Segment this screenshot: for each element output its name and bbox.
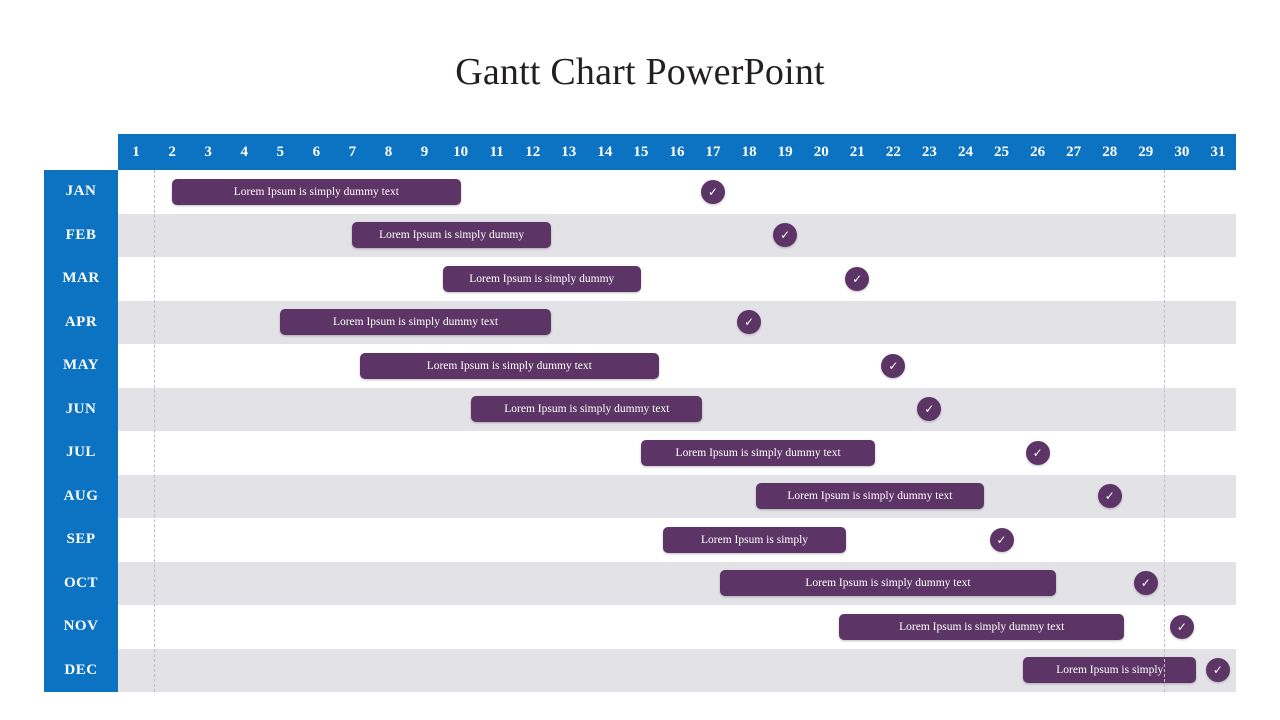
gantt-bar[interactable]: Lorem Ipsum is simply dummy text bbox=[720, 570, 1055, 596]
gantt-bar[interactable]: Lorem Ipsum is simply dummy text bbox=[280, 309, 550, 335]
day-header-cell: 9 bbox=[420, 143, 429, 160]
gantt-row bbox=[44, 649, 1236, 693]
day-header-cell: 29 bbox=[1138, 143, 1154, 160]
row-track bbox=[118, 475, 1236, 519]
gantt-row bbox=[44, 301, 1236, 345]
month-label: JUN bbox=[44, 388, 118, 432]
day-header-cell: 17 bbox=[705, 143, 721, 160]
check-icon[interactable]: ✓ bbox=[990, 528, 1014, 552]
gantt-row bbox=[44, 431, 1236, 475]
gantt-row bbox=[44, 170, 1236, 214]
day-header-cell: 20 bbox=[813, 143, 829, 160]
gantt-bar[interactable]: Lorem Ipsum is simply dummy text bbox=[839, 614, 1124, 640]
row-track bbox=[118, 431, 1236, 475]
day-header-cell: 2 bbox=[168, 143, 176, 160]
month-label: SEP bbox=[44, 518, 118, 562]
month-label: JUL bbox=[44, 431, 118, 475]
gantt-bar[interactable]: Lorem Ipsum is simply dummy text bbox=[756, 483, 983, 509]
row-track bbox=[118, 649, 1236, 693]
day-header-cell: 4 bbox=[240, 143, 248, 160]
row-track bbox=[118, 605, 1236, 649]
header-corner bbox=[44, 134, 118, 170]
row-track bbox=[118, 518, 1236, 562]
day-header-cell: 24 bbox=[957, 143, 973, 160]
check-icon[interactable]: ✓ bbox=[1170, 615, 1194, 639]
check-icon[interactable]: ✓ bbox=[701, 180, 725, 204]
day-header-cell: 15 bbox=[633, 143, 649, 160]
gantt-bar[interactable]: Lorem Ipsum is simply dummy bbox=[352, 222, 550, 248]
gantt-row bbox=[44, 388, 1236, 432]
check-icon[interactable]: ✓ bbox=[1026, 441, 1050, 465]
month-label: MAR bbox=[44, 257, 118, 301]
check-icon[interactable]: ✓ bbox=[917, 397, 941, 421]
row-track bbox=[118, 388, 1236, 432]
day-header-cell: 22 bbox=[885, 143, 901, 160]
day-header-cell: 6 bbox=[312, 143, 321, 160]
gantt-row bbox=[44, 605, 1236, 649]
day-header-cell: 5 bbox=[276, 143, 285, 160]
check-icon[interactable]: ✓ bbox=[737, 310, 761, 334]
gantt-row bbox=[44, 475, 1236, 519]
day-header-cell: 23 bbox=[921, 143, 937, 160]
day-header-cell: 10 bbox=[453, 143, 469, 160]
day-header-cell: 19 bbox=[777, 143, 793, 160]
row-track bbox=[118, 301, 1236, 345]
gantt-row bbox=[44, 518, 1236, 562]
day-header-cell: 7 bbox=[348, 143, 357, 160]
check-icon[interactable]: ✓ bbox=[845, 267, 869, 291]
day-header-row bbox=[118, 134, 1236, 170]
day-header-cell: 12 bbox=[525, 143, 541, 160]
gantt-chart bbox=[44, 134, 1236, 694]
row-track bbox=[118, 344, 1236, 388]
day-header-cell: 18 bbox=[741, 143, 757, 160]
check-icon[interactable]: ✓ bbox=[1134, 571, 1158, 595]
row-track bbox=[118, 257, 1236, 301]
day-header-cell: 26 bbox=[1030, 143, 1046, 160]
check-icon[interactable]: ✓ bbox=[1098, 484, 1122, 508]
month-label: JAN bbox=[44, 170, 118, 214]
row-track bbox=[118, 214, 1236, 258]
day-header-cell: 31 bbox=[1210, 143, 1226, 160]
month-label: NOV bbox=[44, 605, 118, 649]
day-header-cell: 13 bbox=[561, 143, 577, 160]
day-header-cell: 27 bbox=[1066, 143, 1082, 160]
day-header-cell: 1 bbox=[132, 143, 140, 160]
day-header-cell: 11 bbox=[489, 143, 504, 160]
day-header-cell: 21 bbox=[849, 143, 865, 160]
gantt-row bbox=[44, 344, 1236, 388]
month-label: OCT bbox=[44, 562, 118, 606]
day-header-cell: 8 bbox=[384, 143, 393, 160]
gantt-bar[interactable]: Lorem Ipsum is simply bbox=[663, 527, 847, 553]
row-track bbox=[118, 170, 1236, 214]
gantt-bar[interactable]: Lorem Ipsum is simply bbox=[1023, 657, 1196, 683]
day-header-cell: 30 bbox=[1174, 143, 1190, 160]
day-header-cell: 25 bbox=[994, 143, 1010, 160]
gantt-bar[interactable]: Lorem Ipsum is simply dummy text bbox=[172, 179, 461, 205]
row-track bbox=[118, 562, 1236, 606]
day-header-cell: 3 bbox=[204, 143, 212, 160]
page-title: Gantt Chart PowerPoint bbox=[455, 51, 825, 93]
gantt-bar[interactable]: Lorem Ipsum is simply dummy bbox=[443, 266, 641, 292]
gantt-row bbox=[44, 257, 1236, 301]
gantt-rows bbox=[44, 170, 1236, 692]
check-icon[interactable]: ✓ bbox=[773, 223, 797, 247]
day-header-cell: 28 bbox=[1102, 143, 1118, 160]
month-label: DEC bbox=[44, 649, 118, 693]
check-icon[interactable]: ✓ bbox=[1206, 658, 1230, 682]
gantt-bar[interactable]: Lorem Ipsum is simply dummy text bbox=[471, 396, 702, 422]
month-label: FEB bbox=[44, 214, 118, 258]
gantt-row bbox=[44, 562, 1236, 606]
gantt-bar[interactable]: Lorem Ipsum is simply dummy text bbox=[641, 440, 875, 466]
gantt-row bbox=[44, 214, 1236, 258]
gantt-bar[interactable]: Lorem Ipsum is simply dummy text bbox=[360, 353, 659, 379]
day-header-cell: 16 bbox=[669, 143, 685, 160]
check-icon[interactable]: ✓ bbox=[881, 354, 905, 378]
month-label: MAY bbox=[44, 344, 118, 388]
day-header-cell: 14 bbox=[597, 143, 613, 160]
month-label: AUG bbox=[44, 475, 118, 519]
month-label: APR bbox=[44, 301, 118, 345]
